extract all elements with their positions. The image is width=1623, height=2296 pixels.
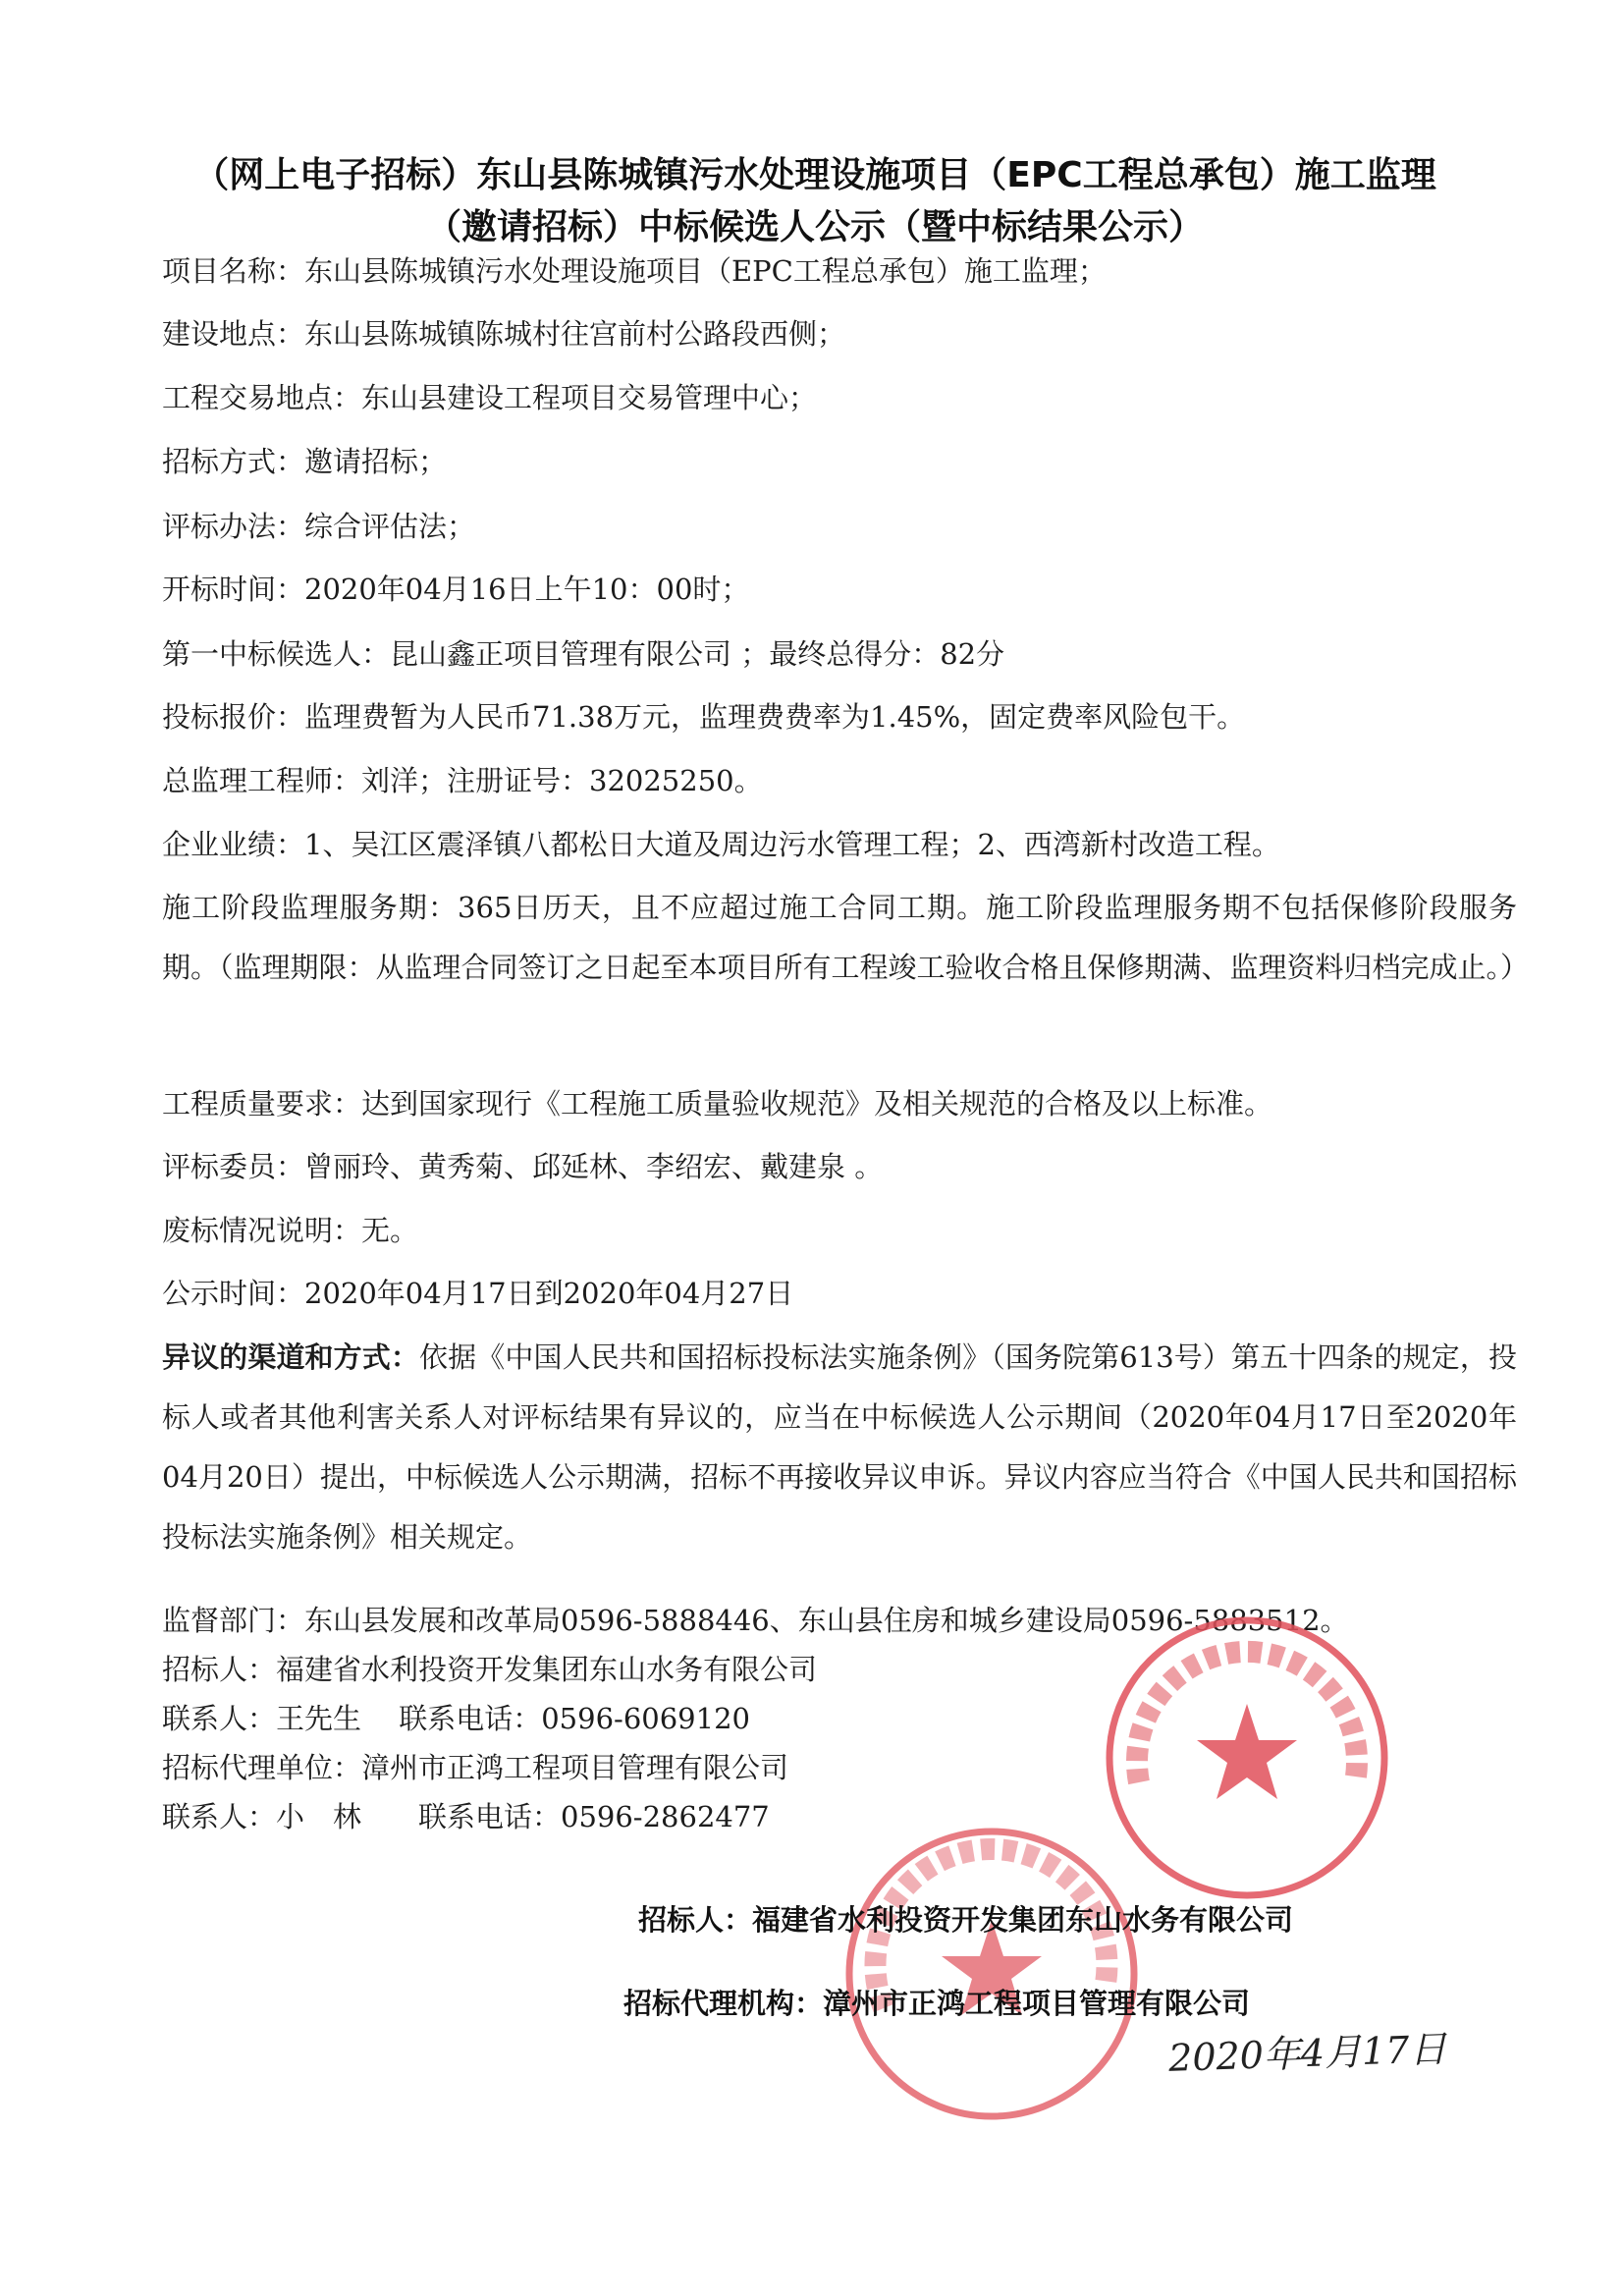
performance: 企业业绩：1、吴江区震泽镇八都松日大道及周边污水管理工程；2、西湾新村改造工程。 xyxy=(162,828,1280,861)
first-candidate: 第一中标候选人：昆山鑫正项目管理有限公司 ；最终总得分：82分 xyxy=(162,637,1005,671)
contact-2: 联系人：小 林 联系电话：0596-2862477 xyxy=(162,1800,770,1833)
agency-seal-icon xyxy=(839,1822,1144,2126)
objection-text: 依据《中国人民共和国招标投标法实施条例》（国务院第613号）第五十四条的规定，投标人或者其他利害关系人对评标结果有异议的，应当在中标候选人公示期间（2020年04月17日至2020年04月20日）提出，中标候选人公示期满，招标不再接收异议申诉。异议内容应当符合《中国人民共和国招标投标法实施条例》相关规定。 xyxy=(162,1340,1517,1554)
quality-requirement: 工程质量要求：达到国家现行《工程施工质量验收规范》及相关规范的合格及以上标准。 xyxy=(162,1087,1273,1121)
service-period: 施工阶段监理服务期：365日历天，且不应超过施工合同工期。施工阶段监理服务期不包括保修阶段服务期。（监理期限：从监理合同签订之日起至本项目所有工程竣工验收合格且保修期满、监理资料归档完成止。） xyxy=(162,891,1530,984)
project-name: 项目名称：东山县陈城镇污水处理设施项目（EPC工程总承包）施工监理； xyxy=(162,254,1107,288)
publicity-time: 公示时间：2020年04月17日到2020年04月27日 xyxy=(162,1277,794,1310)
eval-committee: 评标委员：曾丽玲、黄秀菊、邱延林、李绍宏、戴建泉 。 xyxy=(162,1150,884,1183)
open-time: 开标时间：2020年04月16日上午10：00时； xyxy=(162,573,750,606)
signing-date: 2020年4月17日 xyxy=(1167,2027,1448,2080)
title-line-1: （网上电子招标）东山县陈城镇污水处理设施项目（EPC工程总承包）施工监理 xyxy=(193,155,1436,195)
agency: 招标代理单位：漳州市正鸿工程项目管理有限公司 xyxy=(162,1751,789,1784)
trade-site: 工程交易地点：东山县建设工程项目交易管理中心； xyxy=(162,381,818,414)
tenderer: 招标人：福建省水利投资开发集团东山水务有限公司 xyxy=(162,1653,818,1686)
invalid-bid: 废标情况说明：无。 xyxy=(162,1214,419,1247)
supervision-dept: 监督部门：东山县发展和改革局0596-5888446、东山县住房和城乡建设局0596-5883512。 xyxy=(162,1604,1349,1637)
bid-price: 投标报价：监理费暂为人民币71.38万元，监理费费率为1.45%，固定费率风险包干。 xyxy=(162,700,1246,734)
eval-method: 评标办法：综合评估法； xyxy=(162,510,476,543)
chief-engineer: 总监理工程师：刘洋；注册证号：32025250。 xyxy=(162,764,763,797)
contact-1: 联系人：王先生 联系电话：0596-6069120 xyxy=(162,1702,750,1735)
agency-signature-line: 招标代理机构：漳州市正鸿工程项目管理有限公司 xyxy=(623,1987,1251,2020)
construction-site: 建设地点：东山县陈城镇陈城村往宫前村公路段西侧； xyxy=(162,317,846,351)
tenderer-seal-icon xyxy=(1100,1611,1394,1905)
objection-paragraph xyxy=(162,1328,1517,1567)
tenderer-signature-line: 招标人：福建省水利投资开发集团东山水务有限公司 xyxy=(638,1903,1294,1937)
objection-label: 异议的渠道和方式： xyxy=(162,1340,420,1374)
title-line-2: （邀请招标）中标候选人公示（暨中标结果公示） xyxy=(425,207,1204,247)
bid-method: 招标方式：邀请招标； xyxy=(162,445,448,478)
